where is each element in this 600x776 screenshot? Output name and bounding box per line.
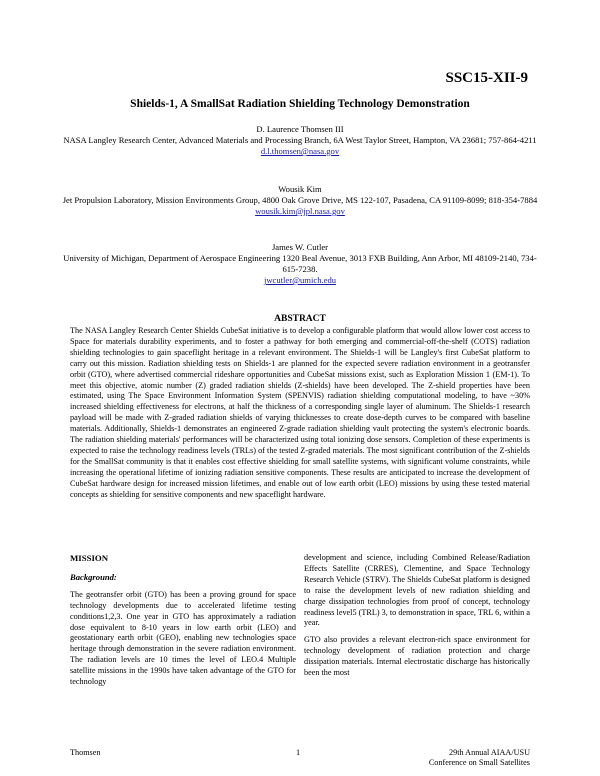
footer-conference: [429, 748, 530, 768]
author-affiliation: Jet Propulsion Laboratory, Mission Environments Group, 4800 Oak Grove Drive, MS 122-107, Pasadena, CA 91109-8099; 818-354-7884: [62, 195, 538, 205]
author-name: D. Laurence Thomsen III: [256, 124, 344, 134]
author-affiliation: NASA Langley Research Center, Advanced Materials and Processing Branch, 6A West Taylor Street, Hampton, VA 23681; 757-864-4211: [63, 135, 537, 145]
body-right-column: [304, 553, 530, 685]
author-affiliation: University of Michigan, Department of Aerospace Engineering 1320 Beal Avenue, 3013 FXB Building, Ann Arbor, MI 48109-2140, 734-615-7238.: [63, 253, 537, 274]
author-block: [60, 184, 540, 217]
abstract-heading: ABSTRACT: [274, 314, 326, 324]
body-paragraph: development and science, including Combined Release/Radiation Effects Satellite (CRRES), Clementine, and Space Technology Research Vehicle (STRV). The Shields CubeSat platform is designed to raise the development levels of new radiation shielding and charge dissipation technologies from proof of concept, technology readiness level5 (TRL) 3, to demonstration in space, TRL 6, within a year.: [304, 553, 530, 628]
author-block: [60, 242, 540, 286]
author-block: [60, 124, 540, 157]
abstract-text: The NASA Langley Research Center Shields CubeSat initiative is to develop a configurable platform that would allow lower cost access to Space for materials durability experiments, and to foster a pathway for both emerging and commercial-off-the-shelf (COTS) radiation shielding technologies to gain spaceflight heritage in a relevant environment. The Shields-1 will be Langley's first CubeSat platform to carry out this mission. Radiation shielding tests on Shields-1 are planned for the expected severe radiation environment in a geotransfer orbit (GTO), where advertised commercial rideshare opportunities and CubeSat missions exist, such as Exploration Mission 1 (EM-1). To meet this objective, atomic number (Z) graded radiation shields (Z-shields) have been developed. The Z-shield properties have been estimated, using The Space Environment Information System (SPENVIS) radiation shielding computational modeling, to have ~30% increased shielding effectiveness for electrons, at half the thickness of a corresponding single layer of aluminum. The Shields-1 research payload will be made with Z-graded radiation shields of varying thicknesses to create dose-depth curves to be compared with baseline materials. Additionally, Shields-1 demonstrates an engineered Z-grade radiation shielding vault protecting the system's electronic boards. The radiation shielding materials' performances will be characterized using total ionizing dose sensors. Completion of these experiments is expected to raise the technology readiness levels (TRLs) of the tested Z-graded materials. The most significant contribution of the Z-shields for the SmallSat community is that it enables cost effective shielding for small satellite systems, with significant volume constraints, while increasing the operational lifetime of ionizing radiation sensitive components. These results are anticipated to increase the development of CubeSat hardware design for increased mission lifetimes, and enable out of low earth orbit (LEO) missions by using these tested material concepts as shielding for sensitive components and new spaceflight hardware.: [70, 326, 530, 499]
body-left-column: [70, 553, 296, 694]
section-heading: MISSION: [70, 553, 109, 563]
author-name: James W. Cutler: [271, 242, 329, 252]
author-email-link[interactable]: jwcutler@umich.edu: [263, 275, 337, 285]
author-name: Wousik Kim: [278, 184, 322, 194]
author-email-link[interactable]: wousik.kim@jpl.nasa.gov: [255, 206, 345, 216]
page-number: 1: [296, 748, 301, 757]
footer-conference-line2: Conference on Small Satellites: [428, 758, 530, 767]
subsection-heading: Background:: [70, 571, 117, 582]
paper-title: Shields-1, A SmallSat Radiation Shielding Technology Demonstration: [130, 98, 470, 110]
author-email-link[interactable]: d.l.thomsen@nasa.gov: [260, 146, 340, 156]
paper-id: SSC15-XII-9: [445, 70, 528, 86]
body-paragraph: The geotransfer orbit (GTO) has been a proving ground for space technology developments due to accelerated lifetime testing conditions1,2,3. One year in GTO has approximately a radiation dose equivalent to 8-10 years in low earth orbit (LEO) and geostationary earth orbit (GEO), enabling new technologies space heritage through demonstration in the severe radiation environment. The radiation levels are 10 times the level of LEO.4 Multiple satellite missions in the 1990s have taken advantage of the GTO for technology: [70, 589, 296, 687]
footer-conference-line1: 29th Annual AIAA/USU: [449, 748, 530, 757]
body-paragraph: GTO also provides a relevant electron-rich space environment for technology development of radiation protection and charge dissipation materials. Internal electrostatic discharge has historically been the most: [304, 635, 530, 678]
footer-author: Thomsen: [70, 748, 101, 757]
